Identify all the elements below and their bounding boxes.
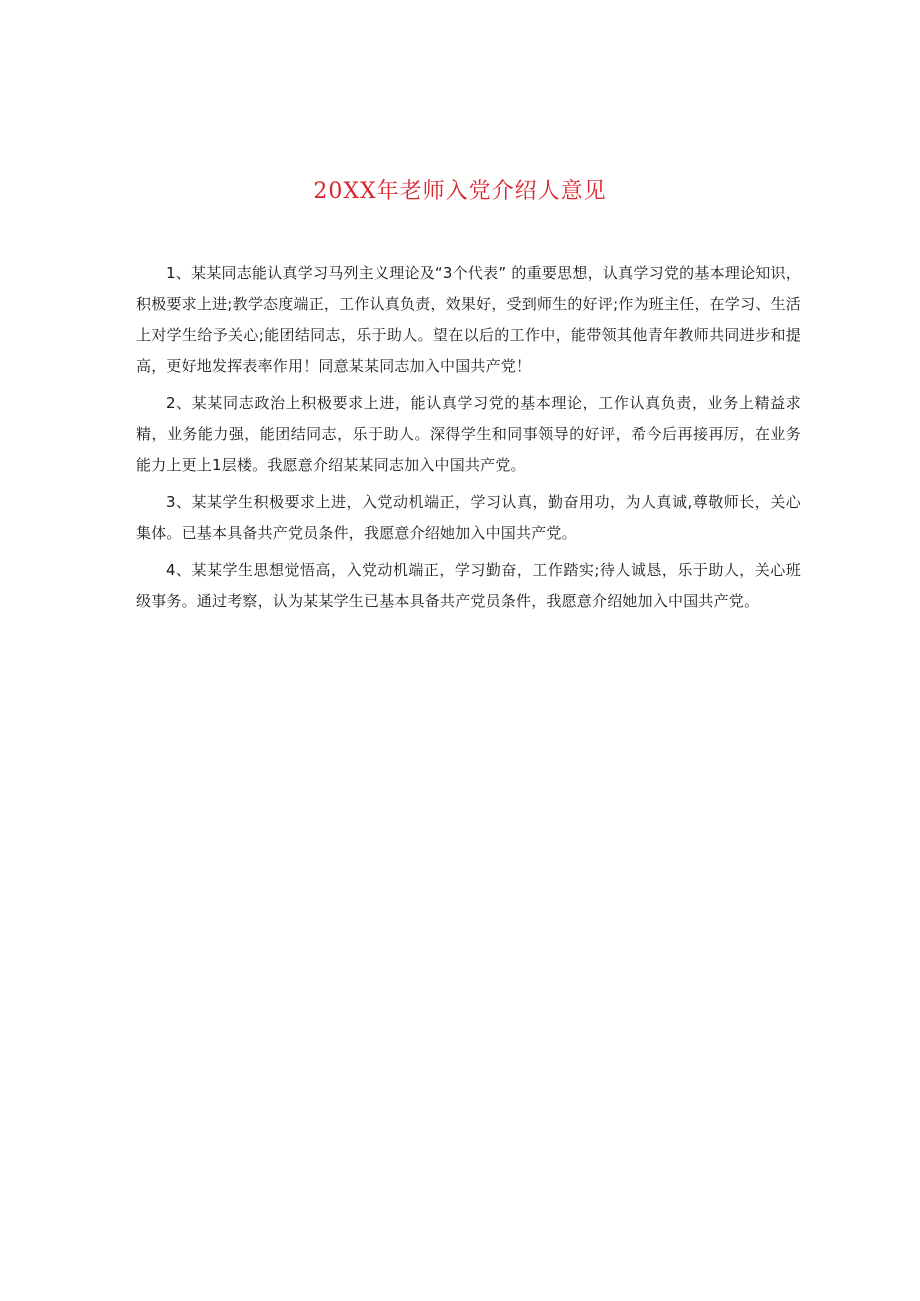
document-title: 20XX年老师入党介绍人意见 [313, 179, 607, 204]
paragraph-2: 2、某某同志政治上积极要求上进，能认真学习党的基本理论，工作认真负责，业务上精益求精，业务能力强，能团结同志，乐于助人。深得学生和同事领导的好评，希今后再接再厉，在业务能力上更上1层楼。我愿意介绍某某同志加入中国共产党。 [136, 394, 801, 474]
paragraph-1: 1、某某同志能认真学习马列主义理论及“3个代表” 的重要思想，认真学习党的基本理论知识，积极要求上进;教学态度端正，工作认真负责，效果好，受到师生的好评;作为班主任，在学习、生活上对学生给予关心;能团结同志，乐于助人。望在以后的工作中，能带领其他青年教师共同进步和提高，更好地发挥表率作用！同意某某同志加入中国共产党！ [136, 264, 801, 375]
paragraph-4: 4、某某学生思想觉悟高，入党动机端正，学习勤奋，工作踏实;待人诚恳，乐于助人，关心班级事务。通过考察，认为某某学生已基本具备共产党员条件，我愿意介绍她加入中国共产党。 [136, 561, 801, 610]
document-body [136, 258, 801, 623]
paragraph-3: 3、某某学生积极要求上进，入党动机端正，学习认真，勤奋用功，为人真诚,尊敬师长，关心集体。已基本具备共产党员条件，我愿意介绍她加入中国共产党。 [136, 493, 801, 542]
